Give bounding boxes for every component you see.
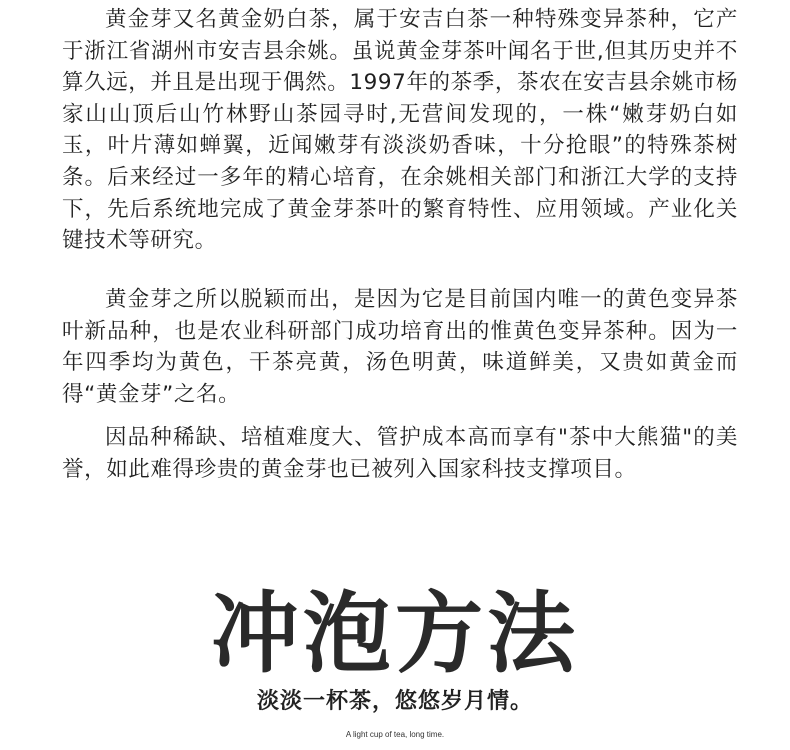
english-tagline: A light cup of tea, long time. [345,730,445,739]
brewing-subtitle: 淡淡一杯茶，悠悠岁月情。 [256,689,533,714]
rarity-paragraph: 因品种稀缺、培植难度大、管护成本高而享有"茶中大熊猫"的美誉，如此难得珍贵的黄金芽也已被列入国家科技支撑项目。 [62,425,738,482]
intro-paragraph: 黄金芽又名黄金奶白茶，属于安吉白茶一种特殊变异茶种，它产于浙江省湖州市安吉县余姚。虽说黄金芽茶叶闻名于世,但其历史并不算久远，并且是出现于偶然。1997年的茶季，茶农在安吉县余姚市杨家山山顶后山竹林野山茶园寻时,无营间发现的，一株“嫩芽奶白如玉，叶片薄如蝉翼，近闻嫩芽有淡淡奶香味，十分抢眼”的特殊茶树条。后来经过一多年的精心培育，在余姚相关部门和浙江大学的支持下，先后系统地完成了黄金芽茶叶的繁育特性、应用领域。产业化关键技术等研究。 [62,7,738,254]
origin-paragraph: 黄金芽之所以脱颖而出，是因为它是目前国内唯一的黄色变异茶叶新品种，也是农业科研部门成功培育出的惟黄色变异茶种。因为一年四季均为黄色，干茶亮黄，汤色明黄，味道鲜美，又贵如黄金而得“黄金芽”之名。 [62,287,738,407]
brewing-method-title: 冲泡方法 [210,582,579,685]
